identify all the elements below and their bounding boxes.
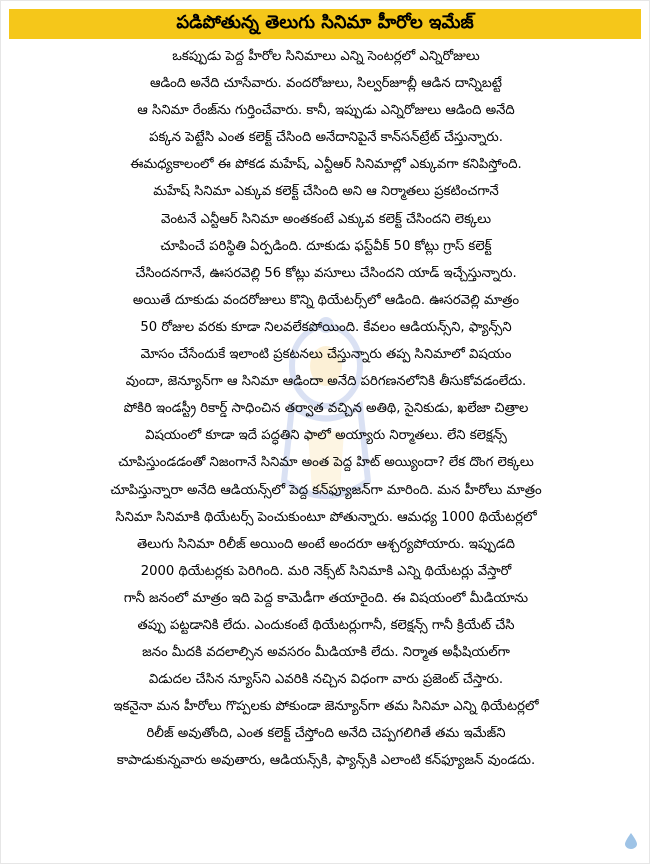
article-line: రిలీజ్‌ అవుతోంది, ఎంత కలెక్ట్‌ చేస్తోంది అనేది చెప్పగలిగితే తమ ఇమేజ్‌ని xyxy=(146,726,506,742)
title-bar xyxy=(9,9,641,39)
article-line: ఆడింది అనేది చూసేవారు. వందరోజులు, సిల్వర్‌జూబ్లీ ఆడిన దాన్నిబట్టే xyxy=(150,76,502,92)
article-line: వెంటనే ఎన్టీఆర్‌ సినిమా అంతకంటే ఎక్కువ కలెక్ట్‌ చేసిందని లెక్కలు xyxy=(160,211,492,227)
article-line: చేసిందనగానే, ఊసరవెల్లి 56 కోట్లు వసూలు చేసిందని యాడ్‌ ఇచ్చేస్తున్నారు. xyxy=(135,265,517,281)
article-line: తెలుగు సినిమా రిలీజ్‌ అయింది అంటే అందరూ ఆశ్చర్యపోయారు. ఇప్పుడది xyxy=(137,536,515,552)
article-line: మహేష్‌ సినిమా ఎక్కువ కలెక్ట్‌ చేసింది అని ఆ నిర్మాతలు ప్రకటించగానే xyxy=(153,184,499,200)
article-title: పడిపోతున్న తెలుగు సినిమా హీరోల ఇమేజ్ xyxy=(176,11,474,33)
article-line: చూపించే పరిస్థితి ఏర్పడింది. దూకుడు ఫస్ట్‌వీక్‌ 50 కోట్లు గ్రాస్‌ కలెక్ట్‌ xyxy=(160,238,492,254)
article-line: పక్కన పెట్టేసి ఎంత కలెక్ట్‌ చేసింది అనేదానిపైనే కాన్‌సన్‌ట్రేట్‌ చేస్తున్నారు. xyxy=(149,130,503,146)
article-line: తప్పు పట్టడానికి లేదు. ఎందుకంటే థియేటర్లుగానీ, కలెక్షన్స్‌ గానీ క్రియేట్‌ చేసి xyxy=(137,617,515,633)
water-drop-icon xyxy=(625,833,637,849)
article-line: ఒకప్పుడు పెద్ద హీరోల సినిమాలు ఎన్ని సెంటర్లలో ఎన్నిరోజులు xyxy=(172,49,480,64)
article-body xyxy=(15,43,637,859)
article-line: ఈమధ్యకాలంలో ఈ పోకడ మహేష్‌, ఎన్టీఆర్‌ సినిమాల్లో ఎక్కువగా కనిపిస్తోంది. xyxy=(130,157,522,173)
article-line: జనం మీదకి వదలాల్సిన అవసరం మీడియాకి లేదు. నిర్మాత అఫీషియల్‌గా xyxy=(142,645,510,661)
article-line: 2000 థియేటర్లకు పెరిగింది. మరి నెక్స్‌ట్‌ సినిమాకి ఎన్ని థియేటర్లు వేస్తారో xyxy=(140,563,512,579)
article-line: చూపిస్తుండడంతో నిజంగానే సినిమా అంత పెద్ద హిట్‌ అయ్యిందా? లేక దొంగ లెక్కలు xyxy=(118,455,534,471)
article-line: గానీ జనంలో మాత్రం ఇది పెద్ద కామెడీగా తయారైంది. ఈ విషయంలో మీడియాను xyxy=(123,590,529,606)
article-line: వుందా, జెన్యూన్‌గా ఆ సినిమా ఆడిందా అనేది పరిగణనలోనికి తీసుకోవడంలేదు. xyxy=(125,374,527,390)
article-line: చూపిస్తున్నారా అనేది ఆడియన్స్‌లో పెద్ద కన్‌ఫ్యూజన్‌గా మారింది. మన హీరోలు మాత్రం xyxy=(110,482,542,498)
article-line: పోకిరి ఇండస్ట్రీ రికార్డ్‌ సాధించిన తర్వాత వచ్చిన అతిథి, సైనికుడు, ఖలేజా చిత్రాల xyxy=(123,401,529,417)
article-line: కాపాడుకున్నవారు అవుతారు, ఆడియన్స్‌కి, ఫ్యాన్స్‌కి ఎలాంటి కన్‌ఫ్యూజన్‌ వుండదు. xyxy=(116,753,536,769)
article-line: సినిమా సినిమాకి థియేటర్స్‌ పెంచుకుంటూ పోతున్నారు. ఆమధ్య 1000 థియేటర్లలో xyxy=(115,509,537,525)
article-line: విషయంలో కూడా ఇదే పద్ధతిని ఫాలో అయ్యారు నిర్మాతలు. లేని కలెక్షన్స్‌ xyxy=(145,428,507,444)
article-line: ఇకనైనా మన హీరోలు గొప్పలకు పోకుండా జెన్యూన్‌గా తమ సినిమా ఎన్ని థియేటర్లలో xyxy=(113,699,539,715)
article-line: ఆ సినిమా రేంజ్‌ను గుర్తించేవారు. కానీ, ఇప్పుడు ఎన్నిరోజులు ఆడింది అనేది xyxy=(137,103,515,119)
article-line: అయితే దూకుడు వందరోజులు కొన్ని థియేటర్స్‌లో ఆడింది. ఊసరవెల్లి మాత్రం xyxy=(132,292,520,308)
article-line: విడుదల చేసిన న్యూస్‌ని ఎవరికి నచ్చిన విధంగా వారు ప్రజెంట్‌ చేస్తారు. xyxy=(148,672,504,688)
article-line: మోసం చేసేందుకే ఇలాంటి ప్రకటనలు చేస్తున్నారు తప్ప సినిమాలో విషయం xyxy=(140,347,512,363)
article-line: 50 రోజుల వరకు కూడా నిలవలేకపోయింది. కేవలం ఆడియన్స్‌ని, ఫ్యాన్స్‌ని xyxy=(140,319,512,335)
